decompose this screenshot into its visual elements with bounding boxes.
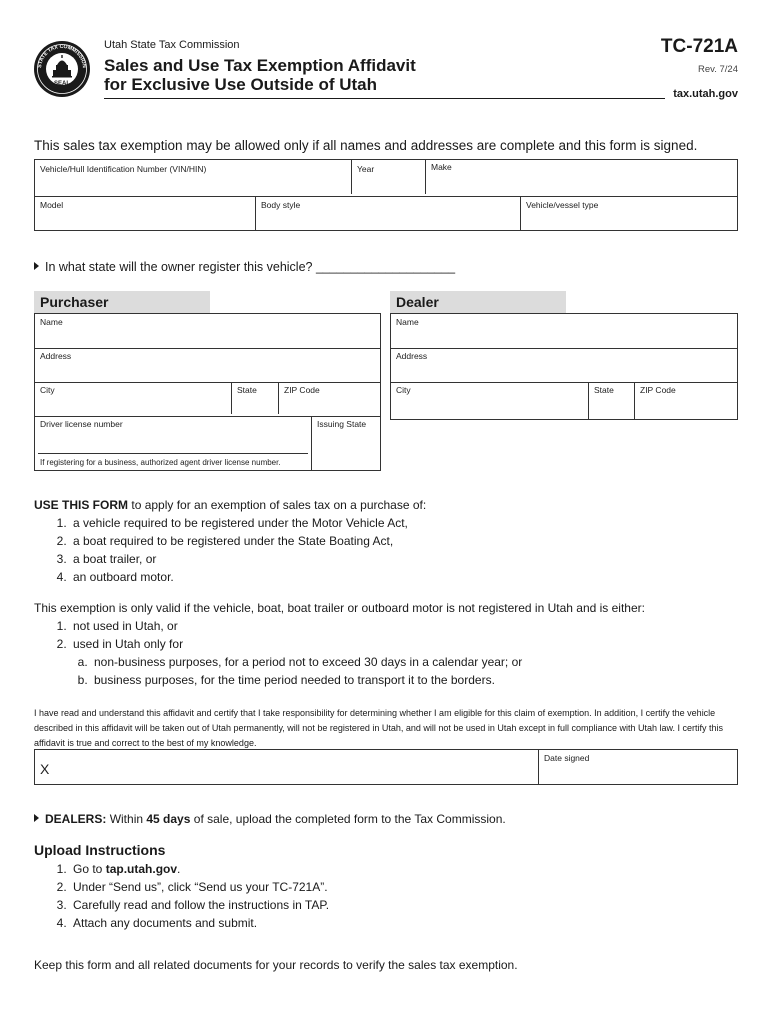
vehicle-grid-vline: [255, 196, 256, 230]
certification-text: I have read and understand this affidavit and certify that I take responsibility for determining whether I am eligible for this claim of exemption. In addition, I certify the vehicle described in this affidavit will be taken out of Utah permanently, will not be registered in Utah, and will not be used in Utah except in full compliance with Utah law. I certify this affidavit is true and correct to the best of my knowledge.: [34, 708, 724, 748]
purchaser-col-line: [311, 416, 312, 470]
form-title: [104, 56, 416, 94]
upload-step: 2. Under “Send us”, click “Send us your TC-721A”.: [70, 878, 329, 896]
dealer-grid: [390, 313, 738, 420]
dealer-name-field[interactable]: Name: [396, 317, 419, 327]
body-style-field[interactable]: Body style: [261, 200, 301, 210]
validity-section: [34, 599, 645, 689]
purchaser-row-line: [35, 348, 380, 349]
signature-col-line: [538, 750, 539, 784]
use-form-lead-bold: USE THIS FORM: [34, 498, 129, 512]
purchaser-city-field[interactable]: City: [40, 385, 55, 395]
header-rule: [104, 98, 738, 99]
upload-step-text: Go to: [73, 862, 103, 876]
dealers-label: DEALERS:: [45, 812, 107, 826]
dealers-note: [34, 812, 506, 826]
upload-heading: Upload Instructions: [34, 842, 166, 858]
seal-bottom-text: SEAL: [53, 81, 71, 87]
upload-instructions: [34, 860, 329, 932]
upload-step-text: .: [177, 862, 181, 876]
validity-item: 1. not used in Utah, or: [70, 617, 645, 635]
purchaser-row-line: [35, 382, 380, 383]
use-form-lead-text: to apply for an exemption of sales tax on a purchase of:: [131, 498, 427, 512]
dealer-state-field[interactable]: State: [594, 385, 614, 395]
purchaser-col-line: [278, 382, 279, 414]
tap-link[interactable]: tap.utah.gov: [105, 862, 178, 876]
purchaser-issuing-state-field[interactable]: Issuing State: [317, 419, 367, 429]
form-title-line-2: for Exclusive Use Outside of Utah: [104, 75, 378, 94]
dealers-days: 45 days: [146, 812, 191, 826]
upload-step: [70, 860, 329, 878]
vehicle-grid-vline: [425, 160, 426, 194]
dealer-zip-field[interactable]: ZIP Code: [640, 385, 676, 395]
purchaser-zip-field[interactable]: ZIP Code: [284, 385, 320, 395]
purchaser-license-field[interactable]: Driver license number: [40, 419, 123, 429]
registration-state-blank[interactable]: ____________________: [315, 260, 456, 274]
vin-field[interactable]: Vehicle/Hull Identification Number (VIN/HIN): [40, 164, 207, 174]
vehicle-info-grid: [34, 159, 738, 231]
signature-grid: [34, 749, 738, 785]
validity-item: [70, 635, 645, 689]
upload-step: 4. Attach any documents and submit.: [70, 914, 329, 932]
use-form-item: 3. a boat trailer, or: [70, 550, 426, 568]
registration-state-question: [34, 260, 455, 274]
seal-top-text: STATE TAX COMMISSION: [36, 43, 88, 69]
vehicle-grid-vline: [351, 160, 352, 194]
arrow-right-icon: [34, 814, 39, 822]
signature-field[interactable]: X: [40, 761, 50, 777]
agency-name: Utah State Tax Commission: [104, 39, 240, 51]
business-agent-note: If registering for a business, authorized agent driver license number.: [40, 458, 281, 467]
use-this-form-section: [34, 496, 426, 586]
use-form-item: 1. a vehicle required to be registered under the Motor Vehicle Act,: [70, 514, 426, 532]
website-link[interactable]: tax.utah.gov: [665, 88, 738, 100]
validity-item-text: used in Utah only for: [73, 637, 184, 651]
purchaser-heading: Purchaser: [34, 291, 210, 313]
use-form-item: 4. an outboard motor.: [70, 568, 426, 586]
form-revision: Rev. 7/24: [698, 64, 738, 75]
purchaser-col-line: [231, 382, 232, 414]
dealers-text: Within: [109, 812, 144, 826]
purchaser-grid: [34, 313, 381, 471]
form-title-line-1: Sales and Use Tax Exemption Affidavit: [104, 56, 416, 75]
use-form-item: 2. a boat required to be registered under the State Boating Act,: [70, 532, 426, 550]
model-field[interactable]: Model: [40, 200, 64, 210]
form-number: TC-721A: [660, 36, 738, 57]
dealer-row-line: [391, 348, 737, 349]
vehicle-grid-divider: [35, 196, 737, 197]
make-field[interactable]: Make: [431, 162, 452, 172]
dealer-address-field[interactable]: Address: [396, 351, 428, 361]
vessel-type-field[interactable]: Vehicle/vessel type: [526, 200, 599, 210]
validity-lead: This exemption is only valid if the vehicle, boat, boat trailer or outboard motor is not registered in Utah and is either:: [34, 601, 645, 615]
dealer-row-line: [391, 382, 737, 383]
date-signed-field[interactable]: Date signed: [544, 753, 590, 763]
records-note: Keep this form and all related documents for your records to verify the sales tax exemption.: [34, 958, 518, 972]
dealer-col-line: [588, 382, 589, 419]
upload-step: 3. Carefully read and follow the instructions in TAP.: [70, 896, 329, 914]
arrow-right-icon: [34, 262, 39, 270]
utah-state-seal-icon: [33, 40, 91, 98]
dealer-col-line: [634, 382, 635, 419]
purchaser-state-field[interactable]: State: [237, 385, 257, 395]
dealer-city-field[interactable]: City: [396, 385, 411, 395]
intro-text: This sales tax exemption may be allowed only if all names and addresses are complete and this form is signed.: [34, 138, 698, 153]
validity-subitem: b. business purposes, for the time period needed to transport it to the borders.: [91, 671, 645, 689]
year-field[interactable]: Year: [357, 164, 375, 174]
question-text: In what state will the owner register this vehicle?: [45, 260, 313, 274]
purchaser-address-field[interactable]: Address: [40, 351, 72, 361]
dealer-heading: Dealer: [390, 291, 566, 313]
vehicle-grid-vline: [520, 196, 521, 230]
dealers-text: of sale, upload the completed form to the Tax Commission.: [193, 812, 506, 826]
license-underline: [38, 453, 308, 454]
purchaser-name-field[interactable]: Name: [40, 317, 63, 327]
purchaser-row-line: [35, 416, 380, 417]
validity-subitem: a. non-business purposes, for a period not to exceed 30 days in a calendar year; or: [91, 653, 645, 671]
